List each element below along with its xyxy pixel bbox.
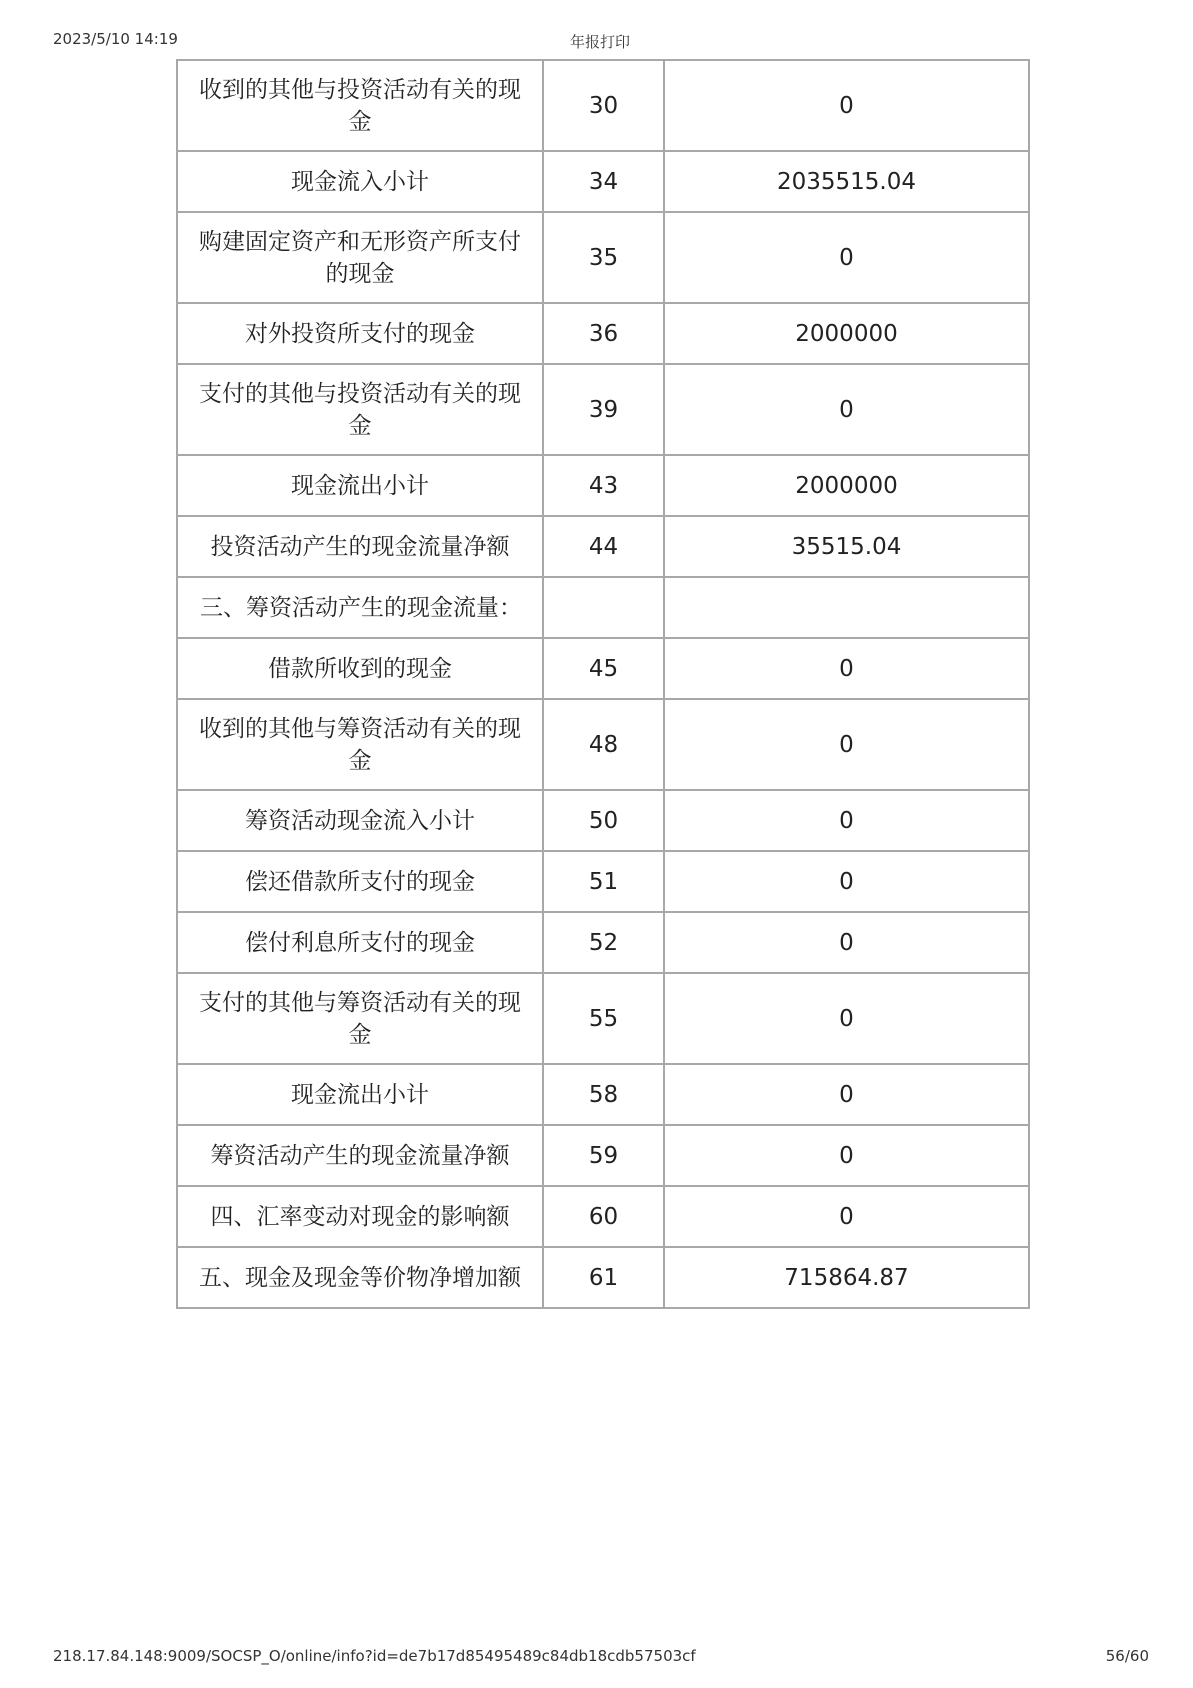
row-item-name: 投资活动产生的现金流量净额 <box>177 516 543 577</box>
row-amount: 0 <box>664 851 1029 912</box>
row-line-number: 59 <box>543 1125 664 1186</box>
row-item-name: 偿还借款所支付的现金 <box>177 851 543 912</box>
cash-flow-table <box>176 59 1030 1309</box>
row-line-number: 35 <box>543 212 664 303</box>
table-row <box>177 912 1029 973</box>
table-row <box>177 973 1029 1064</box>
row-item-name: 支付的其他与筹资活动有关的现金 <box>177 973 543 1064</box>
row-amount: 0 <box>664 364 1029 455</box>
page-url[interactable]: 218.17.84.148:9009/SOCSP_O/online/info?id=de7b17d85495489c84db18cdb57503cf <box>53 1647 696 1665</box>
row-line-number <box>543 577 664 638</box>
table-row <box>177 151 1029 212</box>
row-amount: 0 <box>664 1125 1029 1186</box>
table-row <box>177 577 1029 638</box>
row-line-number: 39 <box>543 364 664 455</box>
row-item-name: 支付的其他与投资活动有关的现金 <box>177 364 543 455</box>
row-item-name: 收到的其他与筹资活动有关的现金 <box>177 699 543 790</box>
row-item-name: 现金流出小计 <box>177 455 543 516</box>
row-line-number: 30 <box>543 60 664 151</box>
section-heading: 三、筹资活动产生的现金流量： <box>177 577 543 638</box>
row-amount: 0 <box>664 790 1029 851</box>
table-row <box>177 60 1029 151</box>
table-row <box>177 364 1029 455</box>
row-amount: 0 <box>664 638 1029 699</box>
table-row <box>177 1125 1029 1186</box>
row-amount: 2035515.04 <box>664 151 1029 212</box>
table-row <box>177 1247 1029 1308</box>
row-line-number: 55 <box>543 973 664 1064</box>
row-line-number: 61 <box>543 1247 664 1308</box>
row-amount: 35515.04 <box>664 516 1029 577</box>
table-row <box>177 303 1029 364</box>
row-item-name: 收到的其他与投资活动有关的现金 <box>177 60 543 151</box>
row-line-number: 44 <box>543 516 664 577</box>
row-item-name: 现金流入小计 <box>177 151 543 212</box>
row-line-number: 58 <box>543 1064 664 1125</box>
row-line-number: 48 <box>543 699 664 790</box>
row-line-number: 43 <box>543 455 664 516</box>
row-item-name: 现金流出小计 <box>177 1064 543 1125</box>
row-item-name: 筹资活动产生的现金流量净额 <box>177 1125 543 1186</box>
row-line-number: 36 <box>543 303 664 364</box>
table-row <box>177 516 1029 577</box>
row-amount: 715864.87 <box>664 1247 1029 1308</box>
row-item-name: 五、现金及现金等价物净增加额 <box>177 1247 543 1308</box>
row-amount: 2000000 <box>664 455 1029 516</box>
row-amount <box>664 577 1029 638</box>
table-row <box>177 699 1029 790</box>
table-row <box>177 455 1029 516</box>
table-row <box>177 212 1029 303</box>
row-item-name: 偿付利息所支付的现金 <box>177 912 543 973</box>
row-item-name: 筹资活动现金流入小计 <box>177 790 543 851</box>
row-amount: 0 <box>664 1186 1029 1247</box>
row-item-name: 四、汇率变动对现金的影响额 <box>177 1186 543 1247</box>
print-datetime: 2023/5/10 14:19 <box>53 30 178 48</box>
row-amount: 2000000 <box>664 303 1029 364</box>
page-number: 56/60 <box>1105 1647 1149 1665</box>
table-row <box>177 851 1029 912</box>
row-item-name: 购建固定资产和无形资产所支付的现金 <box>177 212 543 303</box>
table-row <box>177 1064 1029 1125</box>
table-row <box>177 790 1029 851</box>
page-title: 年报打印 <box>569 33 630 51</box>
row-line-number: 34 <box>543 151 664 212</box>
row-amount: 0 <box>664 60 1029 151</box>
row-line-number: 50 <box>543 790 664 851</box>
row-line-number: 51 <box>543 851 664 912</box>
row-item-name: 借款所收到的现金 <box>177 638 543 699</box>
row-amount: 0 <box>664 1064 1029 1125</box>
row-amount: 0 <box>664 212 1029 303</box>
table-row <box>177 1186 1029 1247</box>
row-line-number: 60 <box>543 1186 664 1247</box>
row-amount: 0 <box>664 912 1029 973</box>
row-amount: 0 <box>664 973 1029 1064</box>
row-line-number: 52 <box>543 912 664 973</box>
row-item-name: 对外投资所支付的现金 <box>177 303 543 364</box>
row-line-number: 45 <box>543 638 664 699</box>
row-amount: 0 <box>664 699 1029 790</box>
table-row <box>177 638 1029 699</box>
